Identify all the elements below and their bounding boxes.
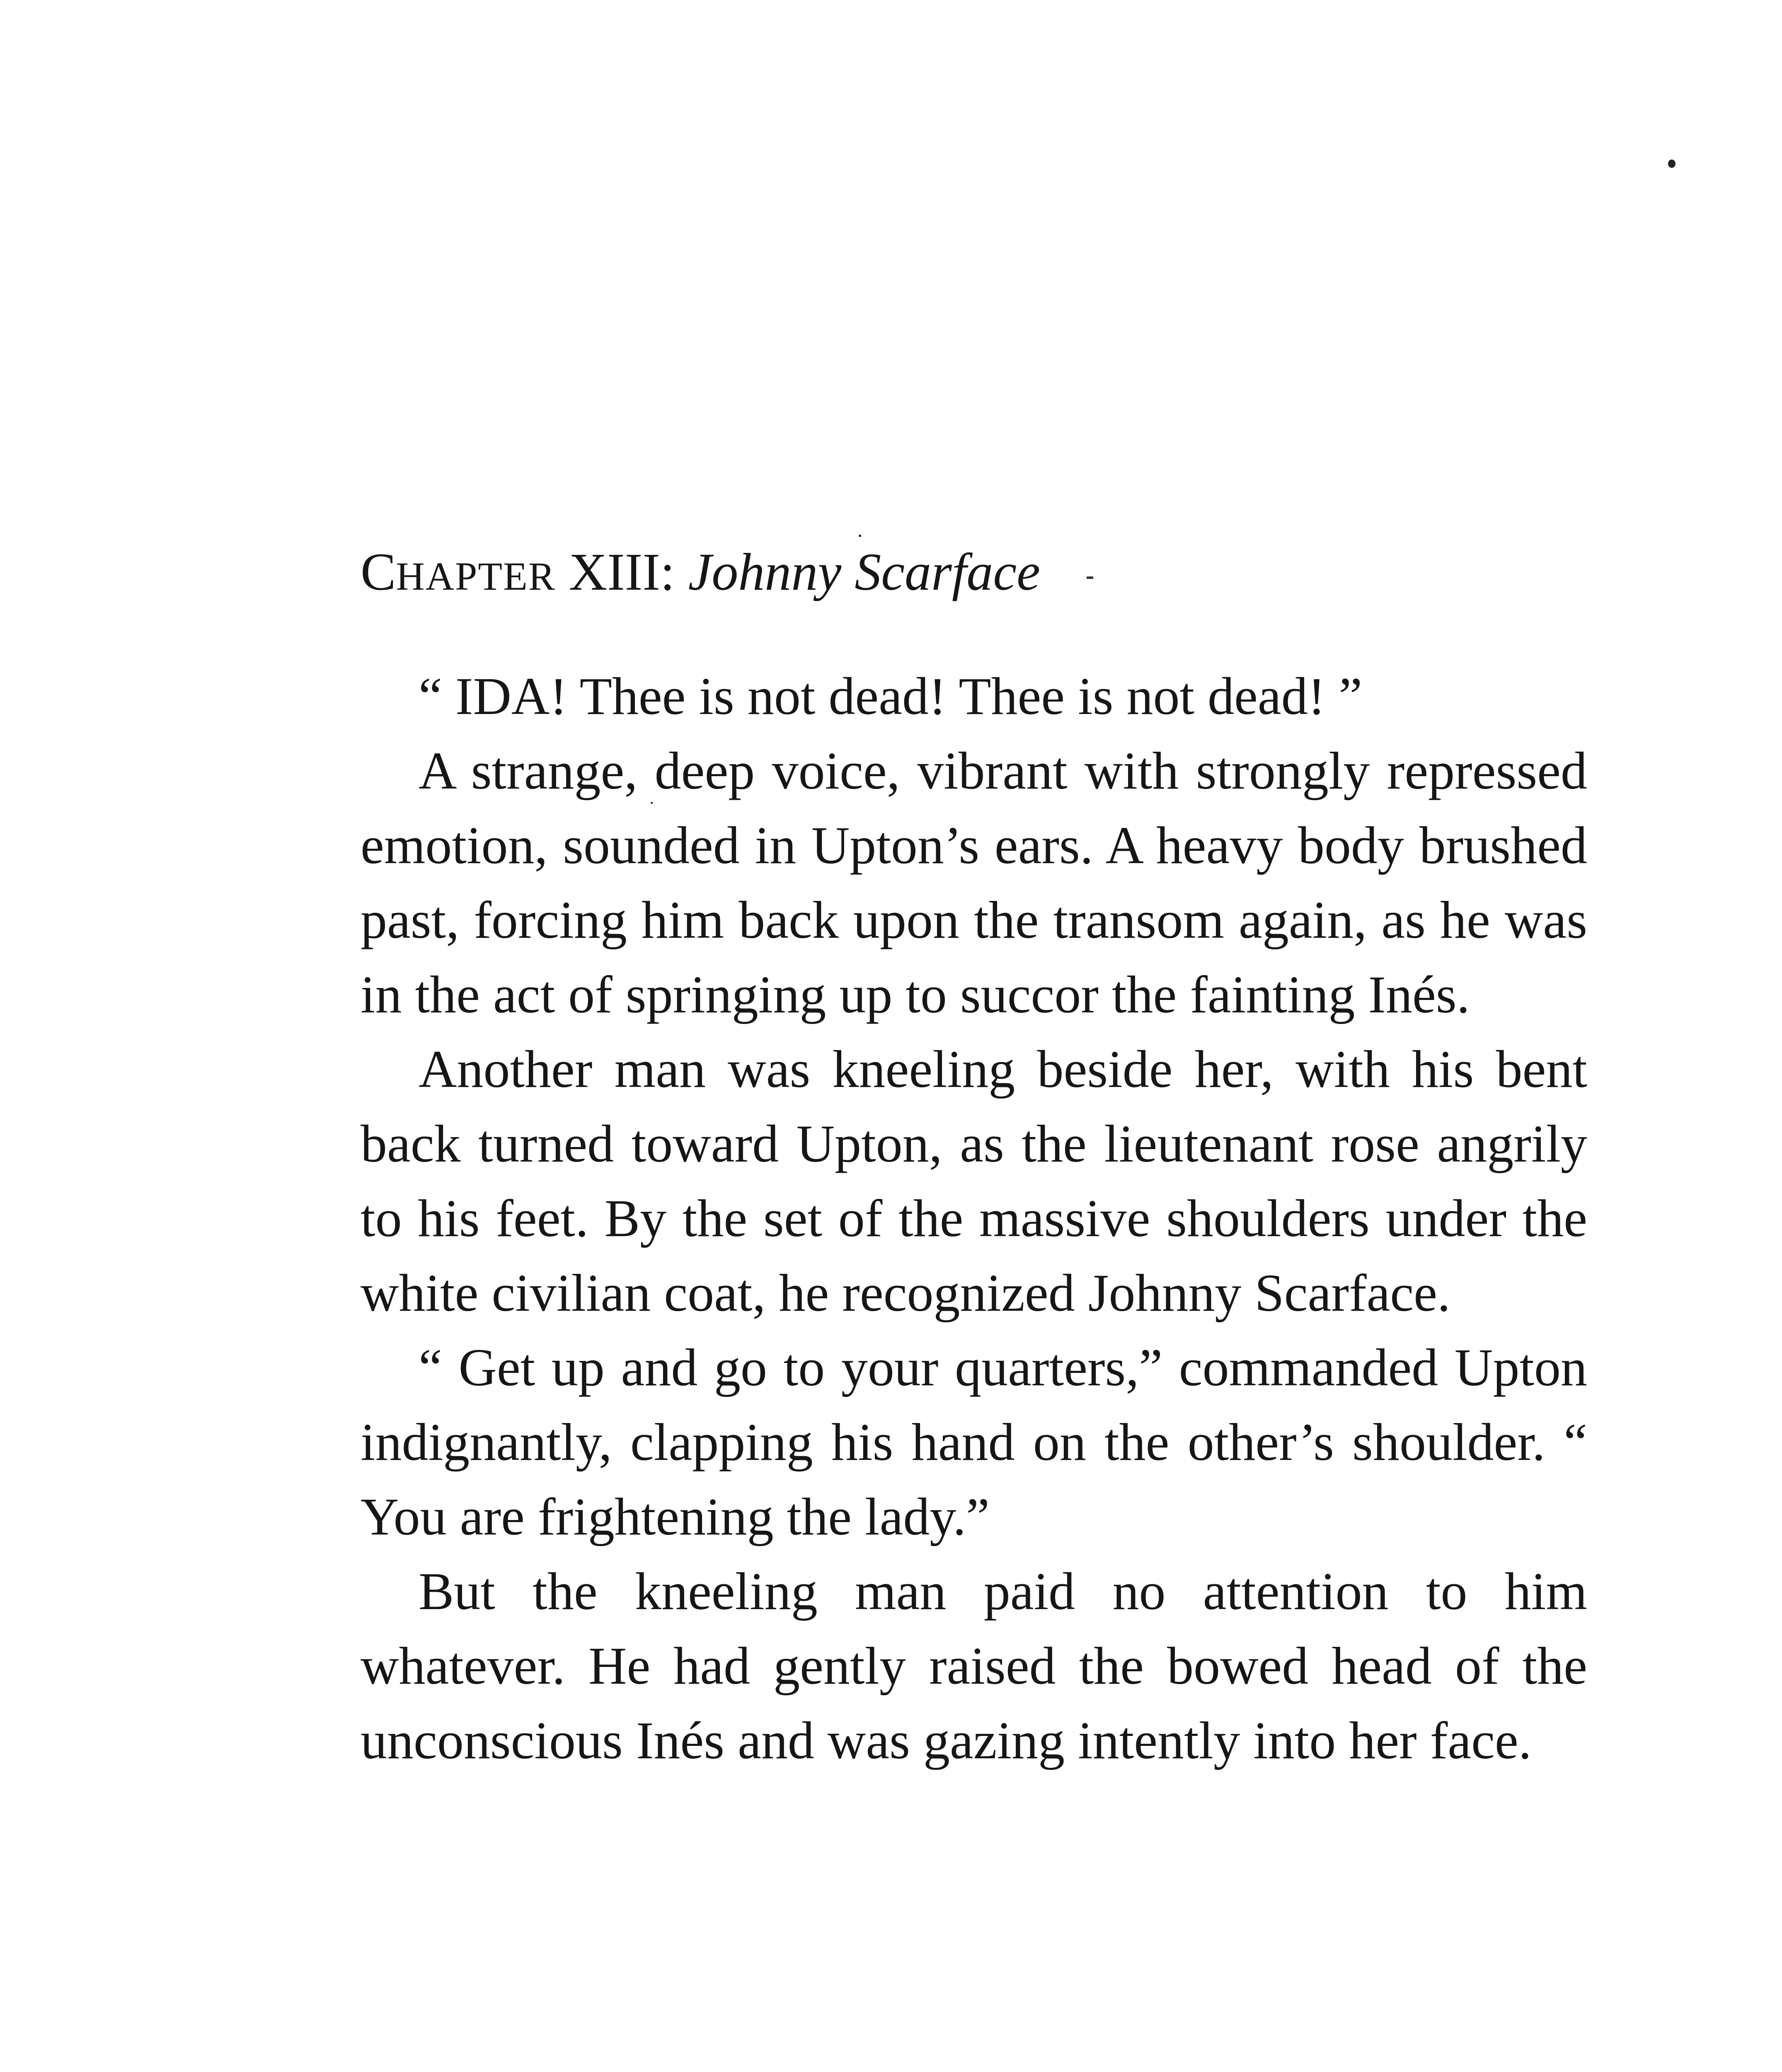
chapter-label-rest: HAPTER (396, 554, 556, 598)
chapter-label-initial: C (361, 542, 396, 601)
paragraph: Another man was kneeling beside her, with his bent back turned toward Upton, as the lieutenant rose angrily to his feet. By the set of the massive shoulders under the white civilian coat, he recognized Johnny Scarface. (361, 1040, 1587, 1322)
chapter-title: Johnny Scarface (688, 542, 1041, 601)
decorative-mark (1087, 576, 1093, 579)
paragraph: But the kneeling man paid no attention to him whatever. He had gently raised the bowed head of the unconscious Inés and was gazing intently into her face. (361, 1562, 1587, 1770)
paragraph: “ IDA! Thee is not dead! Thee is not dead! ” (419, 667, 1363, 726)
paragraph: “ Get up and go to your quarters,” commanded Upton indignantly, clapping his hand on the other’s shoulder. “ You are frightening the lady.” (361, 1338, 1587, 1546)
paragraph: A strange, deep voice, vibrant with strongly repressed emotion, sounded in Upton’s ears. A heavy body brushed past, forcing him back upon the transom again, as he was in the act of springing up to succor the fainting Inés. (361, 741, 1587, 1024)
chapter-number: XIII (569, 542, 661, 601)
ink-speck (1668, 160, 1675, 168)
chapter-heading (361, 539, 1604, 610)
ink-speck (859, 535, 861, 537)
body-text (361, 659, 1587, 1778)
chapter-separator: : (660, 542, 675, 601)
